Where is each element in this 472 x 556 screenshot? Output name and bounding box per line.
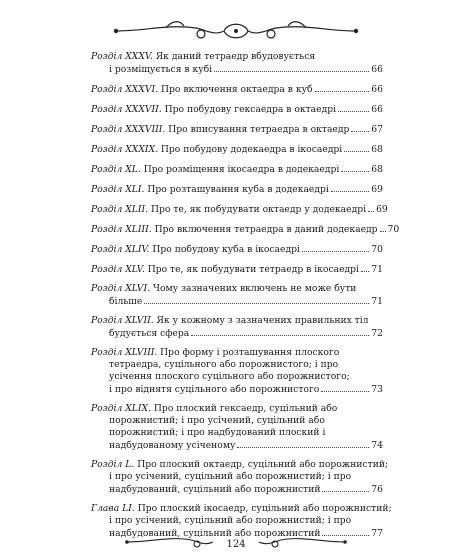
toc-entry-text: Про розташування куба в додекаедрі [147,184,329,195]
table-of-contents [91,51,400,547]
toc-entry-text: тетраедра, суцільного або порожнистого; і про [109,359,339,370]
toc-entry-label: Розділ XXXVI. [91,84,159,95]
toc-entry-line [91,359,383,371]
toc-entry-line [91,371,383,383]
toc-entry [91,83,383,96]
toc-entry-text: Про форму і розташування плоского [160,347,340,358]
toc-entry [91,459,389,496]
dot-leader [237,439,369,448]
toc-entry-page: 77 [371,528,383,539]
toc-entry-text: і розміщується в кубі [109,64,213,75]
toc-entry-page: 71 [371,296,383,307]
toc-entry-label: Розділ XXXIX. [91,144,158,155]
toc-entry-page: 66 [371,104,383,115]
toc-entry-label: Глава LI. [91,503,135,514]
toc-entry-label: Розділ XL. [91,164,141,175]
toc-entry-label: Розділ XXXVII. [91,104,162,115]
toc-entry-final-line [91,327,383,340]
toc-entry-label: Розділ XLII. [91,204,149,215]
toc-entry-text: усічення плоского суцільного або порожнистого; [109,371,350,382]
toc-entry [91,103,383,116]
toc-entry-line [91,471,383,483]
toc-entry-final-line [91,63,383,76]
dot-leader [144,295,369,304]
toc-entry-text: і про усічений, суцільний або порожнистий; і про [109,515,352,526]
toc-entry [91,143,383,156]
toc-entry-text: Про включення тетраедра в даний додекаедр [154,224,378,235]
toc-entry-label: Розділ XXXV. [91,51,153,62]
toc-entry-line [91,315,383,327]
toc-entry-label: Розділ L. [91,459,135,470]
toc-entry-text: надбудований, суцільний або порожнистий [109,484,321,495]
toc-entry-page: 71 [371,264,383,275]
toc-entry-text: Про плоский гексаедр, суцільний або [153,403,338,414]
toc-entry-page: 69 [376,204,388,215]
toc-entry-page: 70 [371,244,383,255]
toc-entry-text: Про плоский ікосаедр, суцільний або порожнистий; [137,503,392,514]
toc-entry-final-line [91,243,383,256]
dot-leader [302,243,369,252]
toc-entry [91,315,383,340]
toc-entry-label: Розділ XLIV. [91,244,150,255]
toc-entry-final-line [91,143,383,156]
toc-entry [91,263,383,276]
toc-entry-label: Розділ XLI. [91,184,145,195]
dot-leader [321,383,369,392]
toc-entry-text: Про те, як побудувати тетраедр в ікосаедрі [147,264,359,275]
toc-entry-page: 68 [371,164,383,175]
toc-entry-page: 68 [371,144,383,155]
page-number: 124 [226,539,246,550]
toc-entry-final-line [91,83,383,96]
toc-entry-text: будується сфера [109,328,190,339]
toc-entry-page: 66 [371,84,383,95]
toc-entry-page: 70 [387,224,400,235]
toc-entry-page: 72 [371,328,383,339]
dot-leader [331,183,369,192]
toc-entry-text: порожнистий; і про усічений, суцільний або [109,415,325,426]
toc-entry-line [91,283,383,295]
toc-entry [91,183,383,196]
toc-entry-text: Як у кожному з зазначених правильних тіл [156,315,369,326]
toc-entry-label: Розділ XLVIII. [91,347,158,358]
dot-leader [361,263,369,272]
toc-entry-final-line [91,439,383,452]
toc-entry-final-line [91,383,383,396]
toc-entry-page: 76 [371,484,383,495]
toc-entry-text: і про усічений, суцільний або порожнистий; і про [109,471,352,482]
toc-entry-label: Розділ XLIII. [91,224,152,235]
toc-entry-final-line [91,263,383,276]
toc-entry [91,347,383,396]
toc-entry [91,283,383,308]
toc-entry-text: Як даний тетраедр вбудовується [155,51,316,62]
dot-leader [191,327,369,336]
toc-entry-text: надбудований, суцільний або порожнистий [109,528,321,539]
dot-leader [322,483,369,492]
toc-entry-page: 69 [371,184,383,195]
toc-entry-text: надбудованому усіченому [109,440,236,451]
toc-entry-text: і про віднятя суцільного або порожнистого [109,384,320,395]
toc-entry-line [91,51,383,63]
header-ornament-icon [0,16,472,46]
toc-entry-text: Про побудову куба в ікосаедрі [152,244,300,255]
dot-leader [368,203,374,212]
toc-entry-line [91,415,383,427]
dot-leader [341,163,369,172]
toc-entry-text: більше [109,296,143,307]
dot-leader [338,103,369,112]
toc-entry-text: Чому зазначених включень не може бути [152,283,357,294]
toc-entry-text: Про плоский октаедр, суцільний або порожнистий; [137,459,389,470]
toc-entry-page: 73 [371,384,383,395]
toc-entry-label: Розділ XLIX. [91,403,151,414]
toc-entry [91,223,400,236]
toc-entry-line [91,459,389,471]
toc-entry-label: Розділ XLVII. [91,315,154,326]
toc-entry-label: Розділ XLVI. [91,283,150,294]
toc-entry-text: порожнистий; і про надбудований плоский і [109,427,326,438]
toc-entry-final-line [91,123,383,136]
toc-entry-text: Про побудову додекаедра в ікосаедрі [160,144,343,155]
toc-entry-text: Про розміщення ікосаедра в додекаедрі [143,164,340,175]
toc-entry-final-line [91,295,383,308]
toc-entry-label: Розділ XXXVIII. [91,124,166,135]
dot-leader [214,63,369,72]
toc-entry-line [91,503,392,515]
toc-entry [91,403,383,452]
toc-entry-line [91,427,383,439]
toc-entry-page: 66 [371,64,383,75]
toc-entry-line [91,403,383,415]
toc-entry [91,243,383,256]
toc-entry-text: Про вписування тетраедра в октаедр [168,124,350,135]
toc-entry-final-line [91,163,383,176]
dot-leader [344,143,369,152]
toc-entry-final-line [91,223,400,236]
toc-entry-text: Про те, як побудувати октаедр у додекаедрі [151,204,367,215]
dot-leader [315,83,370,92]
toc-entry [91,203,388,216]
toc-entry-text: Про включення октаедра в куб [160,84,313,95]
dot-leader [351,123,369,132]
toc-entry [91,163,383,176]
toc-entry-text: Про побудову гексаедра в октаедрі [164,104,337,115]
toc-entry-final-line [91,483,383,496]
dot-leader [380,223,386,232]
toc-entry-label: Розділ XLV. [91,264,145,275]
toc-entry-page: 74 [371,440,383,451]
toc-entry-final-line [91,203,388,216]
toc-entry-line [91,515,383,527]
toc-entry-final-line [91,183,383,196]
toc-entry-final-line [91,103,383,116]
toc-entry [91,51,383,76]
toc-entry [91,123,383,136]
toc-entry-page: 67 [371,124,383,135]
toc-entry-line [91,347,383,359]
